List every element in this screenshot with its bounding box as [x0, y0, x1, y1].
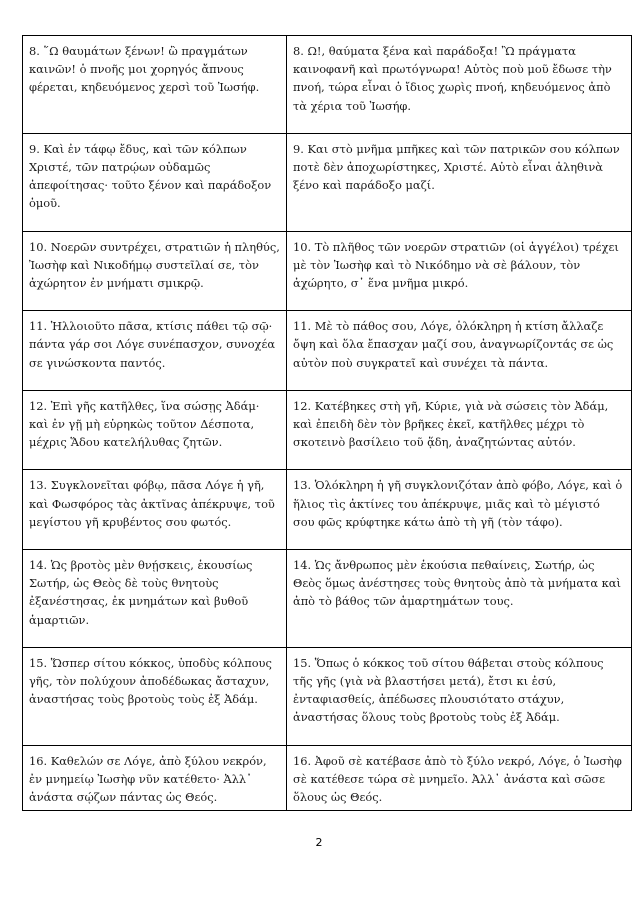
- modern-verse-11: 11. Μὲ τὸ πάθος σου, Λόγε, ὁλόκληρη ἡ κτίση ἄλλαζε ὄψη καὶ ὅλα ἔπασχαν μαζί σου, ἀναγνωρίζοντάς σε ὡς αὐτὸν ποὺ συγκρατεῖ καὶ συνέχει τὰ πάντα.: [287, 311, 632, 391]
- greek-verse-12: 12. Ἐπὶ γῆς κατῆλθες, ἵνα σώσῃς Ἀδάμ· καὶ ἐν γῇ μὴ εὑρηκὼς τοῦτον Δέσποτα, μέχρις Ἅδου κατελήλυθας ζητῶν.: [23, 390, 287, 470]
- verse-row-16: [23, 745, 632, 811]
- verse-row-9: [23, 133, 632, 231]
- modern-verse-13: 13. Ὁλόκληρη ἡ γῆ συγκλονιζόταν ἀπὸ φόβο, Λόγε, καὶ ὁ ἥλιος τὶς ἀκτίνες του ἀπέκρυψε, μιᾶς καὶ τὸ μέγιστό σου φῶς κρύφτηκε κάτω ἀπὸ τὴ γῆ (τὸν τάφο).: [287, 470, 632, 550]
- verse-row-10: [23, 231, 632, 311]
- verse-row-13: [23, 470, 632, 550]
- modern-verse-12: 12. Κατέβηκες στὴ γῆ, Κύριε, γιὰ νὰ σώσεις τὸν Ἀδάμ, καὶ ἐπειδὴ δὲν τὸν βρῆκες ἐκεῖ, κατῆλθες μέχρι τὸ σκοτεινὸ βασίλειο τοῦ ᾅδη, ἀναζητώντας αὐτόν.: [287, 390, 632, 470]
- greek-verse-16: 16. Καθελών σε Λόγε, ἀπὸ ξύλου νεκρόν, ἐν μνημείῳ Ἰωσὴφ νῦν κατέθετο· Ἀλλ᾿ ἀνάστα σῴζων πάντας ὡς Θεός.: [23, 745, 287, 811]
- greek-verse-13: 13. Συγκλονεῖται φόβῳ, πᾶσα Λόγε ἡ γῆ, καὶ Φωσφόρος τὰς ἀκτῖνας ἀπέκρυψε, τοῦ μεγίστου γῆ κρυβέντος σου φωτός.: [23, 470, 287, 550]
- page-number: 2: [315, 836, 323, 849]
- modern-verse-10: 10. Τὸ πλῆθος τῶν νοερῶν στρατιῶν (οἱ ἀγγέλοι) τρέχει μὲ τὸν Ἰωσὴφ καὶ τὸ Νικόδημο νὰ σὲ βάλουν, τὸν ἀχώρητο, σ᾿ ἕνα μνῆμα μικρό.: [287, 231, 632, 311]
- greek-verse-8: 8. ῞Ω θαυμάτων ξένων! ὢ πραγμάτων καινῶν! ὁ πνοῆς μοι χορηγός ἄπνους φέρεται, κηδευόμενος χερσὶ τοῦ Ἰωσήφ.: [23, 36, 287, 134]
- greek-verse-9: 9. Καὶ ἐν τάφῳ ἔδυς, καὶ τῶν κόλπων Χριστέ, τῶν πατρῴων οὐδαμῶς ἀπεφοίτησας· τοῦτο ξένον καὶ παράδοξον ὁμοῦ.: [23, 133, 287, 231]
- verse-row-15: [23, 647, 632, 745]
- verse-row-14: [23, 550, 632, 648]
- modern-verse-16: 16. Ἀφοῦ σὲ κατέβασε ἀπὸ τὸ ξύλο νεκρό, Λόγε, ὁ Ἰωσὴφ σὲ κατέθεσε τώρα σὲ μνημεῖο. Ἀλλ᾿ ἀνάστα καὶ σῶσε ὅλους ὡς Θεός.: [287, 745, 632, 811]
- greek-verse-10: 10. Νοερῶν συντρέχει, στρατιῶν ἡ πληθύς, Ἰωσὴφ καὶ Νικοδήμῳ συστεῖλαί σε, τὸν ἀχώρητον ἐν μνήματι σμικρῷ.: [23, 231, 287, 311]
- modern-verse-9: 9. Και στὸ μνῆμα μπῆκες καὶ τῶν πατρικῶν σου κόλπων ποτὲ δὲν ἀποχωρίστηκες, Χριστέ. Αὐτὸ εἶναι ἀληθινὰ ξένο καὶ παράδοξο μαζί.: [287, 133, 632, 231]
- modern-verse-14: 14. Ὡς ἄνθρωπος μὲν ἑκούσια πεθαίνεις, Σωτήρ, ὡς Θεὸς ὅμως ἀνέστησες τοὺς θνητοὺς ἀπὸ τὰ μνήματα καὶ ἀπὸ τὸ βάθος τῶν ἁμαρτημάτων τους.: [287, 550, 632, 648]
- greek-verse-11: 11. Ἡλλοιοῦτο πᾶσα, κτίσις πάθει τῷ σῷ· πάντα γάρ σοι Λόγε συνέπασχον, συνοχέα σε γινώσκοντα παντός.: [23, 311, 287, 391]
- greek-verse-14: 14. Ὡς βροτὸς μὲν θνῄσκεις, ἑκουσίως Σωτήρ, ὡς Θεὸς δὲ τοὺς θνητοὺς ἐξανέστησας, ἐκ μνημάτων καὶ βυθοῦ ἁμαρτιῶν.: [23, 550, 287, 648]
- verse-row-8: [23, 36, 632, 134]
- verse-table: [22, 35, 632, 811]
- modern-verse-8: 8. Ω!, θαύματα ξένα καὶ παράδοξα! Ὢ πράγματα καινοφανῆ καὶ πρωτόγνωρα! Αὐτὸς ποὺ μοῦ ἔδωσε τὴν πνοή, τώρα εἶναι ὁ ἴδιος χωρὶς πνοή, κηδευόμενος ἀπὸ τὰ χέρια τοῦ Ἰωσήφ.: [287, 36, 632, 134]
- verse-row-11: [23, 311, 632, 391]
- verse-row-12: [23, 390, 632, 470]
- modern-verse-15: 15. Ὅπως ὁ κόκκος τοῦ σίτου θάβεται στοὺς κόλπους τῆς γῆς (γιὰ νὰ βλαστήσει μετά), ἔτσι κι ἐσύ, ἐνταφιασθείς, ἀπέδωσες πλουσιότατο στάχυν, ἀναστήσας ὅλους τοὺς βροτοὺς τοὺς ἐξ Ἀδάμ.: [287, 647, 632, 745]
- greek-verse-15: 15. Ὥσπερ σίτου κόκκος, ὑποδὺς κόλπους γῆς, τὸν πολύχουν ἀποδέδωκας ἄσταχυν, ἀναστήσας τοὺς βροτοὺς τοὺς ἐξ Ἀδάμ.: [23, 647, 287, 745]
